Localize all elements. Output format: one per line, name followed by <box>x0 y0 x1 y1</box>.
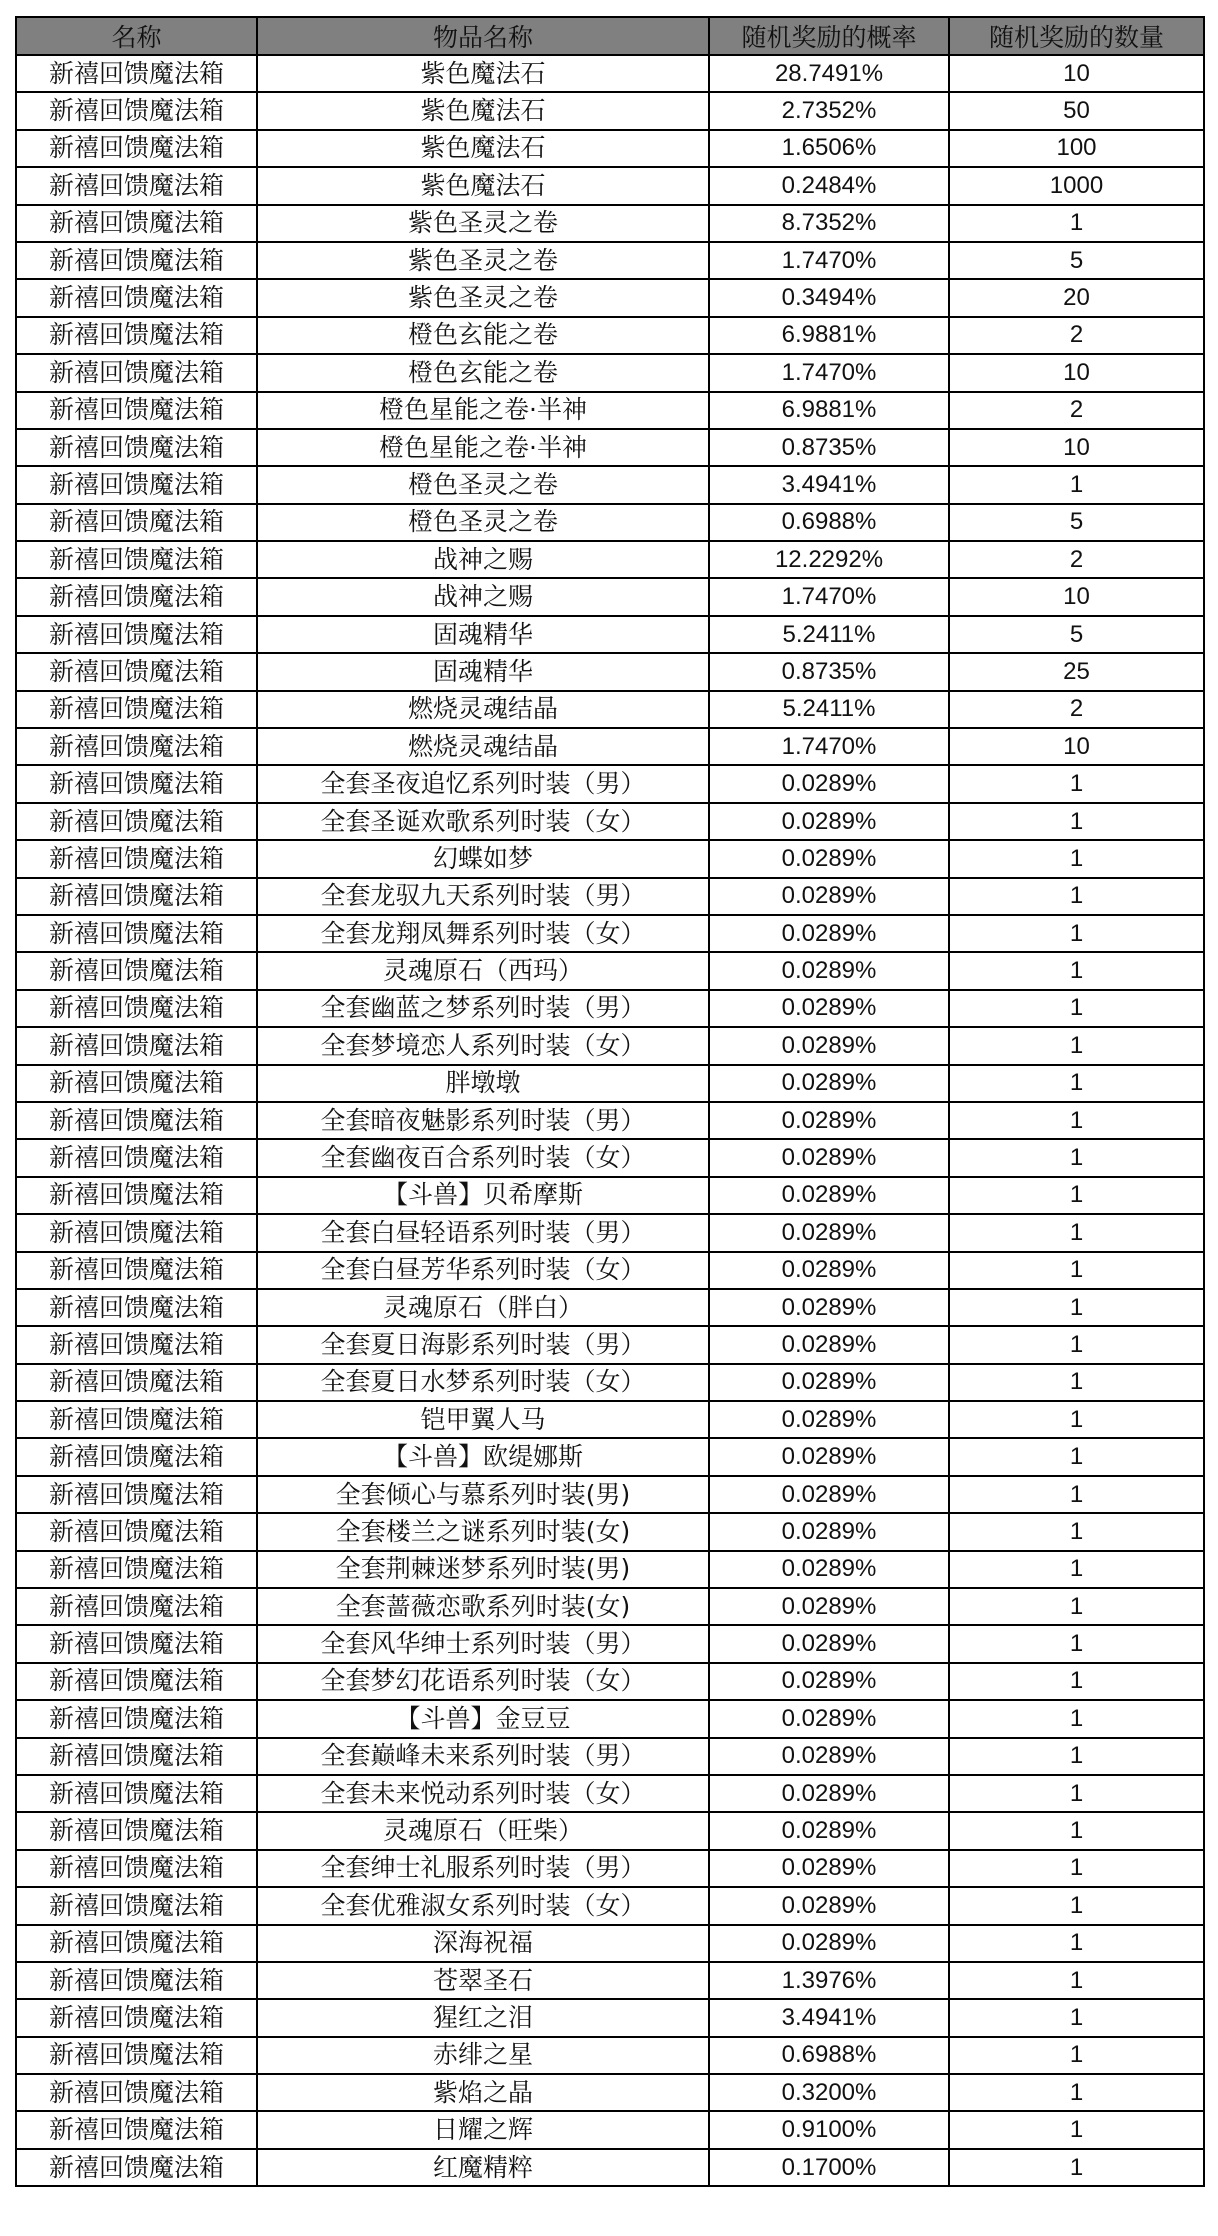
quantity-cell: 1000 <box>949 167 1204 204</box>
box-name-cell: 新禧回馈魔法箱 <box>16 1139 257 1176</box>
table-row <box>16 541 1204 578</box>
table-row <box>16 242 1204 279</box>
box-name-cell: 新禧回馈魔法箱 <box>16 2037 257 2074</box>
box-name-cell: 新禧回馈魔法箱 <box>16 1925 257 1962</box>
table-row <box>16 392 1204 429</box>
probability-cell: 0.0289% <box>709 1663 949 1700</box>
probability-cell: 0.3200% <box>709 2074 949 2111</box>
quantity-cell: 1 <box>949 952 1204 989</box>
table-row <box>16 578 1204 615</box>
probability-cell: 12.2292% <box>709 541 949 578</box>
box-name-cell: 新禧回馈魔法箱 <box>16 1438 257 1475</box>
quantity-cell: 1 <box>949 840 1204 877</box>
item-name-cell: 全套圣夜追忆系列时装（男） <box>257 765 709 802</box>
quantity-cell: 1 <box>949 205 1204 242</box>
item-name-cell: 红魔精粹 <box>257 2149 709 2186</box>
item-name-cell: 幻蝶如梦 <box>257 840 709 877</box>
item-name-cell: 深海祝福 <box>257 1925 709 1962</box>
header-box-name: 名称 <box>16 17 257 55</box>
item-name-cell: 全套绅士礼服系列时装（男） <box>257 1850 709 1887</box>
table-row <box>16 878 1204 915</box>
box-name-cell: 新禧回馈魔法箱 <box>16 2111 257 2148</box>
table-row <box>16 2149 1204 2186</box>
box-name-cell: 新禧回馈魔法箱 <box>16 1588 257 1625</box>
box-name-cell: 新禧回馈魔法箱 <box>16 990 257 1027</box>
quantity-cell: 1 <box>949 878 1204 915</box>
box-name-cell: 新禧回馈魔法箱 <box>16 1326 257 1363</box>
probability-cell: 3.4941% <box>709 1999 949 2036</box>
item-name-cell: 全套圣诞欢歌系列时装（女） <box>257 803 709 840</box>
table-row <box>16 952 1204 989</box>
table-row <box>16 1962 1204 1999</box>
table-row <box>16 92 1204 129</box>
item-name-cell: 全套风华绅士系列时装（男） <box>257 1625 709 1662</box>
probability-cell: 5.2411% <box>709 616 949 653</box>
box-name-cell: 新禧回馈魔法箱 <box>16 803 257 840</box>
probability-cell: 1.6506% <box>709 130 949 167</box>
probability-cell: 0.0289% <box>709 1401 949 1438</box>
box-name-cell: 新禧回馈魔法箱 <box>16 1214 257 1251</box>
box-name-cell: 新禧回馈魔法箱 <box>16 1102 257 1139</box>
table-row <box>16 2111 1204 2148</box>
table-row <box>16 1401 1204 1438</box>
header-probability: 随机奖励的概率 <box>709 17 949 55</box>
probability-cell: 0.0289% <box>709 990 949 1027</box>
quantity-cell: 2 <box>949 541 1204 578</box>
item-name-cell: 全套龙驭九天系列时装（男） <box>257 878 709 915</box>
box-name-cell: 新禧回馈魔法箱 <box>16 1551 257 1588</box>
table-body <box>16 55 1204 2186</box>
quantity-cell: 1 <box>949 466 1204 503</box>
table-row <box>16 130 1204 167</box>
probability-cell: 0.0289% <box>709 1850 949 1887</box>
probability-cell: 0.0289% <box>709 1438 949 1475</box>
table-row <box>16 915 1204 952</box>
box-name-cell: 新禧回馈魔法箱 <box>16 1513 257 1550</box>
item-name-cell: 橙色圣灵之卷 <box>257 504 709 541</box>
item-name-cell: 燃烧灵魂结晶 <box>257 691 709 728</box>
table-row <box>16 1925 1204 1962</box>
probability-cell: 0.8735% <box>709 653 949 690</box>
quantity-cell: 1 <box>949 1513 1204 1550</box>
table-row <box>16 1139 1204 1176</box>
probability-cell: 0.0289% <box>709 1513 949 1550</box>
box-name-cell: 新禧回馈魔法箱 <box>16 765 257 802</box>
box-name-cell: 新禧回馈魔法箱 <box>16 354 257 391</box>
probability-cell: 0.0289% <box>709 1065 949 1102</box>
quantity-cell: 5 <box>949 616 1204 653</box>
probability-cell: 3.4941% <box>709 466 949 503</box>
table-row <box>16 1027 1204 1064</box>
quantity-cell: 1 <box>949 1438 1204 1475</box>
probability-cell: 0.0289% <box>709 1812 949 1849</box>
box-name-cell: 新禧回馈魔法箱 <box>16 205 257 242</box>
quantity-cell: 1 <box>949 1364 1204 1401</box>
table-row <box>16 1214 1204 1251</box>
box-name-cell: 新禧回馈魔法箱 <box>16 1887 257 1924</box>
item-name-cell: 固魂精华 <box>257 653 709 690</box>
probability-cell: 0.0289% <box>709 878 949 915</box>
quantity-cell: 5 <box>949 242 1204 279</box>
quantity-cell: 1 <box>949 1962 1204 1999</box>
probability-cell: 6.9881% <box>709 392 949 429</box>
item-name-cell: 全套倾心与慕系列时装(男) <box>257 1476 709 1513</box>
table-row <box>16 1738 1204 1775</box>
quantity-cell: 1 <box>949 2074 1204 2111</box>
table-row <box>16 653 1204 690</box>
probability-cell: 0.0289% <box>709 1887 949 1924</box>
probability-cell: 0.0289% <box>709 1139 949 1176</box>
item-name-cell: 全套龙翔凤舞系列时装（女） <box>257 915 709 952</box>
probability-cell: 28.7491% <box>709 55 949 92</box>
item-name-cell: 全套梦境恋人系列时装（女） <box>257 1027 709 1064</box>
box-name-cell: 新禧回馈魔法箱 <box>16 1663 257 1700</box>
table-row <box>16 1476 1204 1513</box>
box-name-cell: 新禧回馈魔法箱 <box>16 504 257 541</box>
quantity-cell: 1 <box>949 1850 1204 1887</box>
item-name-cell: 全套幽夜百合系列时装（女） <box>257 1139 709 1176</box>
box-name-cell: 新禧回馈魔法箱 <box>16 317 257 354</box>
item-name-cell: 全套幽蓝之梦系列时装（男） <box>257 990 709 1027</box>
quantity-cell: 1 <box>949 1663 1204 1700</box>
box-name-cell: 新禧回馈魔法箱 <box>16 429 257 466</box>
quantity-cell: 1 <box>949 1588 1204 1625</box>
quantity-cell: 1 <box>949 1700 1204 1737</box>
item-name-cell: 战神之赐 <box>257 541 709 578</box>
probability-cell: 0.2484% <box>709 167 949 204</box>
item-name-cell: 全套荆棘迷梦系列时装(男) <box>257 1551 709 1588</box>
box-name-cell: 新禧回馈魔法箱 <box>16 691 257 728</box>
box-name-cell: 新禧回馈魔法箱 <box>16 1476 257 1513</box>
table-row <box>16 803 1204 840</box>
quantity-cell: 1 <box>949 1027 1204 1064</box>
quantity-cell: 1 <box>949 1401 1204 1438</box>
table-row <box>16 1700 1204 1737</box>
quantity-cell: 1 <box>949 803 1204 840</box>
probability-cell: 0.6988% <box>709 2037 949 2074</box>
quantity-cell: 1 <box>949 2111 1204 2148</box>
table-row <box>16 317 1204 354</box>
table-row <box>16 466 1204 503</box>
item-name-cell: 固魂精华 <box>257 616 709 653</box>
quantity-cell: 1 <box>949 1177 1204 1214</box>
probability-cell: 0.0289% <box>709 1252 949 1289</box>
table-row <box>16 279 1204 316</box>
item-name-cell: 紫色圣灵之卷 <box>257 205 709 242</box>
probability-cell: 0.3494% <box>709 279 949 316</box>
probability-cell: 0.0289% <box>709 915 949 952</box>
table-row <box>16 1326 1204 1363</box>
quantity-cell: 1 <box>949 990 1204 1027</box>
item-name-cell: 日耀之辉 <box>257 2111 709 2148</box>
item-name-cell: 紫色魔法石 <box>257 167 709 204</box>
quantity-cell: 1 <box>949 1065 1204 1102</box>
quantity-cell: 2 <box>949 691 1204 728</box>
probability-cell: 0.0289% <box>709 1289 949 1326</box>
box-name-cell: 新禧回馈魔法箱 <box>16 1775 257 1812</box>
item-name-cell: 紫焰之晶 <box>257 2074 709 2111</box>
table-row <box>16 167 1204 204</box>
box-name-cell: 新禧回馈魔法箱 <box>16 1027 257 1064</box>
quantity-cell: 1 <box>949 915 1204 952</box>
quantity-cell: 10 <box>949 728 1204 765</box>
probability-cell: 1.3976% <box>709 1962 949 1999</box>
box-name-cell: 新禧回馈魔法箱 <box>16 1999 257 2036</box>
quantity-cell: 10 <box>949 354 1204 391</box>
item-name-cell: 全套暗夜魅影系列时装（男） <box>257 1102 709 1139</box>
quantity-cell: 1 <box>949 1476 1204 1513</box>
table-row <box>16 728 1204 765</box>
quantity-cell: 50 <box>949 92 1204 129</box>
item-name-cell: 全套优雅淑女系列时装（女） <box>257 1887 709 1924</box>
table-row <box>16 205 1204 242</box>
item-name-cell: 战神之赐 <box>257 578 709 615</box>
probability-cell: 0.0289% <box>709 1476 949 1513</box>
item-name-cell: 【斗兽】欧缇娜斯 <box>257 1438 709 1475</box>
table-row <box>16 1775 1204 1812</box>
quantity-cell: 25 <box>949 653 1204 690</box>
header-row <box>16 17 1204 55</box>
box-name-cell: 新禧回馈魔法箱 <box>16 2074 257 2111</box>
box-name-cell: 新禧回馈魔法箱 <box>16 541 257 578</box>
box-name-cell: 新禧回馈魔法箱 <box>16 1289 257 1326</box>
box-name-cell: 新禧回馈魔法箱 <box>16 1364 257 1401</box>
probability-cell: 0.1700% <box>709 2149 949 2186</box>
box-name-cell: 新禧回馈魔法箱 <box>16 2149 257 2186</box>
table-row <box>16 429 1204 466</box>
box-name-cell: 新禧回馈魔法箱 <box>16 915 257 952</box>
table-row <box>16 1551 1204 1588</box>
table-row <box>16 1625 1204 1662</box>
probability-cell: 0.8735% <box>709 429 949 466</box>
probability-cell: 8.7352% <box>709 205 949 242</box>
table-row <box>16 1289 1204 1326</box>
probability-cell: 0.0289% <box>709 1214 949 1251</box>
item-name-cell: 紫色魔法石 <box>257 55 709 92</box>
table-row <box>16 1999 1204 2036</box>
item-name-cell: 苍翠圣石 <box>257 1962 709 1999</box>
box-name-cell: 新禧回馈魔法箱 <box>16 1177 257 1214</box>
table-row <box>16 1252 1204 1289</box>
table-row <box>16 840 1204 877</box>
box-name-cell: 新禧回馈魔法箱 <box>16 1252 257 1289</box>
item-name-cell: 橙色圣灵之卷 <box>257 466 709 503</box>
box-name-cell: 新禧回馈魔法箱 <box>16 279 257 316</box>
quantity-cell: 1 <box>949 2149 1204 2186</box>
probability-cell: 6.9881% <box>709 317 949 354</box>
quantity-cell: 2 <box>949 317 1204 354</box>
box-name-cell: 新禧回馈魔法箱 <box>16 840 257 877</box>
quantity-cell: 1 <box>949 1551 1204 1588</box>
item-name-cell: 灵魂原石（胖白） <box>257 1289 709 1326</box>
quantity-cell: 1 <box>949 1289 1204 1326</box>
quantity-cell: 100 <box>949 130 1204 167</box>
box-name-cell: 新禧回馈魔法箱 <box>16 616 257 653</box>
probability-cell: 0.0289% <box>709 1700 949 1737</box>
header-item-name: 物品名称 <box>257 17 709 55</box>
probability-cell: 0.9100% <box>709 2111 949 2148</box>
table-row <box>16 1513 1204 1550</box>
reward-probability-table <box>15 16 1205 2187</box>
probability-cell: 0.0289% <box>709 840 949 877</box>
box-name-cell: 新禧回馈魔法箱 <box>16 466 257 503</box>
box-name-cell: 新禧回馈魔法箱 <box>16 1850 257 1887</box>
quantity-cell: 1 <box>949 1999 1204 2036</box>
item-name-cell: 灵魂原石（旺柴） <box>257 1812 709 1849</box>
table-row <box>16 354 1204 391</box>
probability-cell: 0.0289% <box>709 1027 949 1064</box>
probability-cell: 0.0289% <box>709 1102 949 1139</box>
item-name-cell: 燃烧灵魂结晶 <box>257 728 709 765</box>
probability-cell: 0.0289% <box>709 1326 949 1363</box>
box-name-cell: 新禧回馈魔法箱 <box>16 130 257 167</box>
box-name-cell: 新禧回馈魔法箱 <box>16 728 257 765</box>
quantity-cell: 10 <box>949 429 1204 466</box>
probability-cell: 0.0289% <box>709 765 949 802</box>
box-name-cell: 新禧回馈魔法箱 <box>16 167 257 204</box>
quantity-cell: 1 <box>949 1625 1204 1662</box>
table-row <box>16 55 1204 92</box>
quantity-cell: 10 <box>949 55 1204 92</box>
probability-cell: 0.0289% <box>709 1775 949 1812</box>
probability-cell: 0.0289% <box>709 1364 949 1401</box>
probability-cell: 0.0289% <box>709 1177 949 1214</box>
item-name-cell: 全套楼兰之谜系列时装(女) <box>257 1513 709 1550</box>
item-name-cell: 全套梦幻花语系列时装（女） <box>257 1663 709 1700</box>
item-name-cell: 紫色圣灵之卷 <box>257 279 709 316</box>
quantity-cell: 1 <box>949 1925 1204 1962</box>
probability-cell: 0.0289% <box>709 1738 949 1775</box>
table-row <box>16 1438 1204 1475</box>
probability-cell: 0.0289% <box>709 1551 949 1588</box>
box-name-cell: 新禧回馈魔法箱 <box>16 92 257 129</box>
box-name-cell: 新禧回馈魔法箱 <box>16 1812 257 1849</box>
item-name-cell: 紫色魔法石 <box>257 92 709 129</box>
item-name-cell: 橙色玄能之卷 <box>257 317 709 354</box>
box-name-cell: 新禧回馈魔法箱 <box>16 392 257 429</box>
probability-cell: 1.7470% <box>709 578 949 615</box>
box-name-cell: 新禧回馈魔法箱 <box>16 1962 257 1999</box>
table-row <box>16 1812 1204 1849</box>
header-quantity: 随机奖励的数量 <box>949 17 1204 55</box>
quantity-cell: 1 <box>949 1775 1204 1812</box>
table-row <box>16 1663 1204 1700</box>
box-name-cell: 新禧回馈魔法箱 <box>16 878 257 915</box>
item-name-cell: 铠甲翼人马 <box>257 1401 709 1438</box>
quantity-cell: 1 <box>949 1812 1204 1849</box>
probability-cell: 5.2411% <box>709 691 949 728</box>
probability-cell: 1.7470% <box>709 242 949 279</box>
table-row <box>16 1102 1204 1139</box>
quantity-cell: 1 <box>949 1252 1204 1289</box>
table-row <box>16 990 1204 1027</box>
box-name-cell: 新禧回馈魔法箱 <box>16 242 257 279</box>
item-name-cell: 全套巅峰未来系列时装（男） <box>257 1738 709 1775</box>
item-name-cell: 胖墩墩 <box>257 1065 709 1102</box>
table-row <box>16 1588 1204 1625</box>
item-name-cell: 全套未来悦动系列时装（女） <box>257 1775 709 1812</box>
table-row <box>16 2037 1204 2074</box>
item-name-cell: 全套夏日水梦系列时装（女） <box>257 1364 709 1401</box>
item-name-cell: 灵魂原石（西玛） <box>257 952 709 989</box>
probability-cell: 0.0289% <box>709 1625 949 1662</box>
box-name-cell: 新禧回馈魔法箱 <box>16 1625 257 1662</box>
box-name-cell: 新禧回馈魔法箱 <box>16 1738 257 1775</box>
item-name-cell: 紫色圣灵之卷 <box>257 242 709 279</box>
box-name-cell: 新禧回馈魔法箱 <box>16 952 257 989</box>
box-name-cell: 新禧回馈魔法箱 <box>16 653 257 690</box>
quantity-cell: 5 <box>949 504 1204 541</box>
item-name-cell: 赤绯之星 <box>257 2037 709 2074</box>
table-row <box>16 1177 1204 1214</box>
box-name-cell: 新禧回馈魔法箱 <box>16 1700 257 1737</box>
quantity-cell: 20 <box>949 279 1204 316</box>
item-name-cell: 全套蔷薇恋歌系列时装(女) <box>257 1588 709 1625</box>
quantity-cell: 1 <box>949 1214 1204 1251</box>
item-name-cell: 橙色星能之卷·半神 <box>257 392 709 429</box>
table-row <box>16 616 1204 653</box>
item-name-cell: 全套白昼轻语系列时装（男） <box>257 1214 709 1251</box>
probability-cell: 0.0289% <box>709 1925 949 1962</box>
quantity-cell: 1 <box>949 1738 1204 1775</box>
probability-cell: 2.7352% <box>709 92 949 129</box>
item-name-cell: 紫色魔法石 <box>257 130 709 167</box>
item-name-cell: 猩红之泪 <box>257 1999 709 2036</box>
item-name-cell: 全套白昼芳华系列时装（女） <box>257 1252 709 1289</box>
table-header <box>16 17 1204 55</box>
table-row <box>16 1065 1204 1102</box>
quantity-cell: 1 <box>949 1887 1204 1924</box>
table-row <box>16 2074 1204 2111</box>
table-row <box>16 691 1204 728</box>
item-name-cell: 橙色星能之卷·半神 <box>257 429 709 466</box>
probability-cell: 1.7470% <box>709 728 949 765</box>
box-name-cell: 新禧回馈魔法箱 <box>16 55 257 92</box>
quantity-cell: 2 <box>949 392 1204 429</box>
quantity-cell: 1 <box>949 1326 1204 1363</box>
box-name-cell: 新禧回馈魔法箱 <box>16 578 257 615</box>
table-row <box>16 1887 1204 1924</box>
table-row <box>16 504 1204 541</box>
box-name-cell: 新禧回馈魔法箱 <box>16 1065 257 1102</box>
quantity-cell: 10 <box>949 578 1204 615</box>
quantity-cell: 1 <box>949 1139 1204 1176</box>
probability-cell: 1.7470% <box>709 354 949 391</box>
item-name-cell: 【斗兽】金豆豆 <box>257 1700 709 1737</box>
item-name-cell: 全套夏日海影系列时装（男） <box>257 1326 709 1363</box>
quantity-cell: 1 <box>949 765 1204 802</box>
probability-cell: 0.0289% <box>709 952 949 989</box>
probability-cell: 0.0289% <box>709 803 949 840</box>
quantity-cell: 1 <box>949 2037 1204 2074</box>
table-row <box>16 765 1204 802</box>
table-row <box>16 1364 1204 1401</box>
box-name-cell: 新禧回馈魔法箱 <box>16 1401 257 1438</box>
probability-cell: 0.6988% <box>709 504 949 541</box>
probability-cell: 0.0289% <box>709 1588 949 1625</box>
quantity-cell: 1 <box>949 1102 1204 1139</box>
table-row <box>16 1850 1204 1887</box>
item-name-cell: 【斗兽】贝希摩斯 <box>257 1177 709 1214</box>
item-name-cell: 橙色玄能之卷 <box>257 354 709 391</box>
